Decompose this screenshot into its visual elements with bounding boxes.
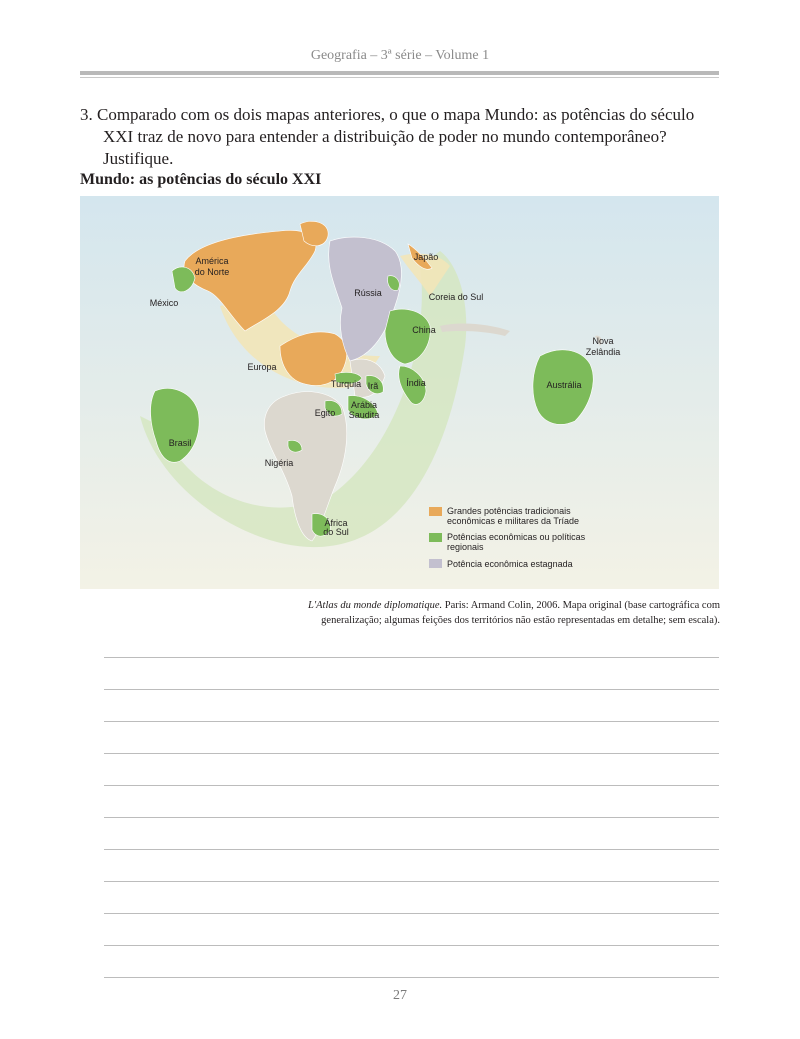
- question-text: [80, 104, 720, 170]
- legend-swatch-traditional: [429, 507, 442, 516]
- world-powers-map: [80, 196, 719, 589]
- label-europa: Europa: [247, 362, 277, 372]
- question-body: Comparado com os dois mapas anteriores, o que o mapa Mundo: as potências do século XXI traz de novo para entender a distribuição de poder no mundo contemporâneo? Justifique.: [97, 105, 695, 168]
- answer-line: [104, 817, 719, 818]
- label-nz-2: Zelândia: [585, 347, 621, 357]
- header-rule-thin: [80, 77, 719, 78]
- label-russia: Rússia: [354, 288, 382, 298]
- answer-line: [104, 785, 719, 786]
- map-legend: [429, 506, 586, 569]
- label-egito: Egito: [314, 408, 336, 418]
- map-source: [260, 598, 720, 628]
- label-arabia-2: Saudita: [348, 410, 380, 420]
- answer-line: [104, 977, 719, 978]
- answer-line: [104, 849, 719, 850]
- question-3: [80, 104, 720, 170]
- label-nz-1: Nova: [592, 336, 614, 346]
- question-number: 3.: [80, 105, 93, 124]
- answer-line: [104, 657, 719, 658]
- legend-swatch-regional: [429, 533, 442, 542]
- label-brasil: Brasil: [168, 438, 192, 448]
- label-ira: Irã: [367, 381, 379, 391]
- answer-line: [104, 945, 719, 946]
- label-arabia-1: Arábia: [350, 400, 378, 410]
- label-coreia: Coreia do Sul: [428, 292, 484, 302]
- answer-line: [104, 881, 719, 882]
- legend-traditional-line2: econômicas e militares da Tríade: [447, 516, 580, 526]
- answer-line: [104, 753, 719, 754]
- answer-lines[interactable]: [104, 657, 719, 1009]
- legend-stagnant-line1: Potência econômica estagnada: [447, 559, 573, 569]
- source-details: Paris: Armand Colin, 2006. Mapa original (base cartográfica com generalização; algumas feições dos territórios não estão representadas em detalhe; sem escala).: [321, 600, 720, 626]
- label-turquia: Turquia: [330, 379, 362, 389]
- answer-line: [104, 913, 719, 914]
- label-india: Índia: [406, 378, 426, 388]
- answer-line: [104, 721, 719, 722]
- label-mexico: México: [149, 298, 179, 308]
- label-america-norte-2: do Norte: [194, 267, 230, 277]
- page-number: 27: [393, 988, 407, 1003]
- page-header: Geografia – 3ª série – Volume 1: [310, 48, 490, 63]
- label-japao: Japão: [413, 252, 439, 262]
- label-china: China: [412, 325, 436, 335]
- header-rule: [80, 71, 719, 75]
- answer-line: [104, 689, 719, 690]
- label-australia: Austrália: [546, 380, 582, 390]
- legend-regional-line1: Potências econômicas ou políticas: [447, 532, 586, 542]
- legend-regional-line2: regionais: [447, 542, 484, 552]
- label-nigeria: Nigéria: [264, 458, 294, 468]
- label-america-norte-1: América: [195, 256, 229, 266]
- label-africa-sul-1: África: [324, 518, 348, 528]
- label-africa-sul-2: do Sul: [323, 527, 349, 537]
- map-title: Mundo: as potências do século XXI: [80, 171, 322, 188]
- source-title: L'Atlas du monde diplomatique.: [308, 600, 443, 611]
- legend-swatch-stagnant: [429, 559, 442, 568]
- legend-traditional-line1: Grandes potências tradicionais: [447, 506, 571, 516]
